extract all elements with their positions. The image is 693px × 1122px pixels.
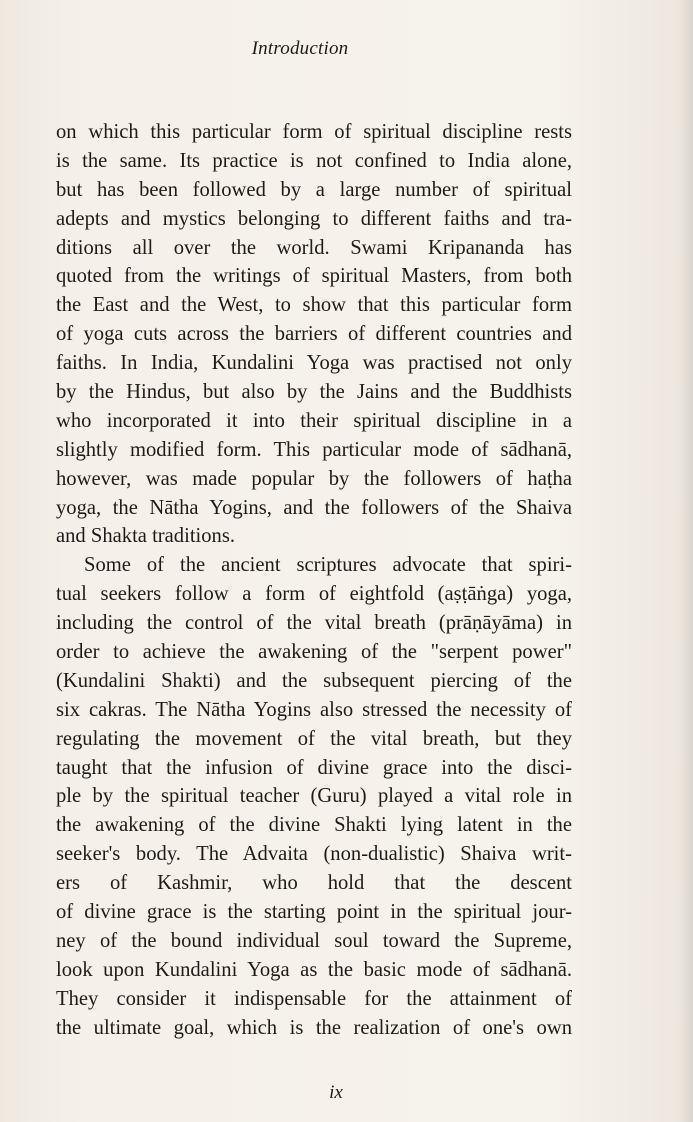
body-text — [56, 118, 572, 1043]
text-line: who incorporated it into their spiritual discipline in a — [56, 409, 572, 432]
text-line: quoted from the writings of spiritual Masters, from both — [56, 265, 572, 288]
text-line: ers of Kashmir, who hold that the descent — [56, 872, 572, 895]
text-line: by the Hindus, but also by the Jains and the Buddhists — [56, 381, 572, 404]
text-line: tual seekers follow a form of eightfold (aṣṭāṅga) yoga, — [56, 583, 572, 606]
text-line: ditions all over the world. Swami Kripananda has — [56, 236, 572, 259]
text-line: (Kundalini Shakti) and the subsequent piercing of the — [56, 669, 572, 692]
text-line: on which this particular form of spiritual discipline rests — [56, 121, 572, 143]
text-line: order to achieve the awakening of the "serpent power" — [56, 641, 572, 664]
text-line: They consider it indispensable for the attainment of — [56, 987, 572, 1010]
text-line: but has been followed by a large number of spiritual — [56, 178, 572, 201]
paragraph-start-line: Some of the ancient scriptures advocate that spiri- — [84, 554, 572, 577]
paragraph-end-line: and Shakta traditions. — [56, 525, 236, 548]
text-line: yoga, the Nātha Yogins, and the followers of the Shaiva — [56, 496, 572, 519]
text-line: the awakening of the divine Shakti lying latent in the — [56, 814, 572, 837]
text-line: slightly modified form. This particular mode of sādhanā, — [56, 438, 572, 461]
text-line: the East and the West, to show that this particular form — [56, 294, 572, 317]
text-line: the ultimate goal, which is the realization of one's own — [56, 1016, 572, 1039]
text-line: faiths. In India, Kundalini Yoga was practised not only — [56, 352, 572, 375]
text-line: look upon Kundalini Yoga as the basic mode of sādhanā. — [56, 958, 572, 981]
text-line: of yoga cuts across the barriers of different countries and — [56, 323, 572, 346]
page-edge-shadow — [679, 0, 693, 1122]
text-line: is the same. Its practice is not confined to India alone, — [56, 149, 572, 172]
page-number: ix — [329, 1082, 343, 1103]
text-line: including the control of the vital breath (prāṇāyāma) in — [56, 612, 572, 635]
text-line: of divine grace is the starting point in the spiritual jour- — [56, 901, 572, 924]
text-line: ple by the spiritual teacher (Guru) played a vital role in — [56, 785, 572, 808]
text-line: taught that the infusion of divine grace into the disci- — [56, 756, 572, 779]
text-line: however, was made popular by the followers of haṭha — [56, 467, 572, 490]
text-line: seeker's body. The Advaita (non-dualistic) Shaiva writ- — [56, 843, 572, 866]
text-line: adepts and mystics belonging to different faiths and tra- — [56, 207, 572, 230]
text-line: six cakras. The Nātha Yogins also stressed the necessity of — [56, 698, 572, 721]
running-title: Introduction — [251, 38, 349, 59]
text-line: ney of the bound individual soul toward the Supreme, — [56, 929, 572, 952]
text-line: regulating the movement of the vital breath, but they — [56, 727, 572, 750]
